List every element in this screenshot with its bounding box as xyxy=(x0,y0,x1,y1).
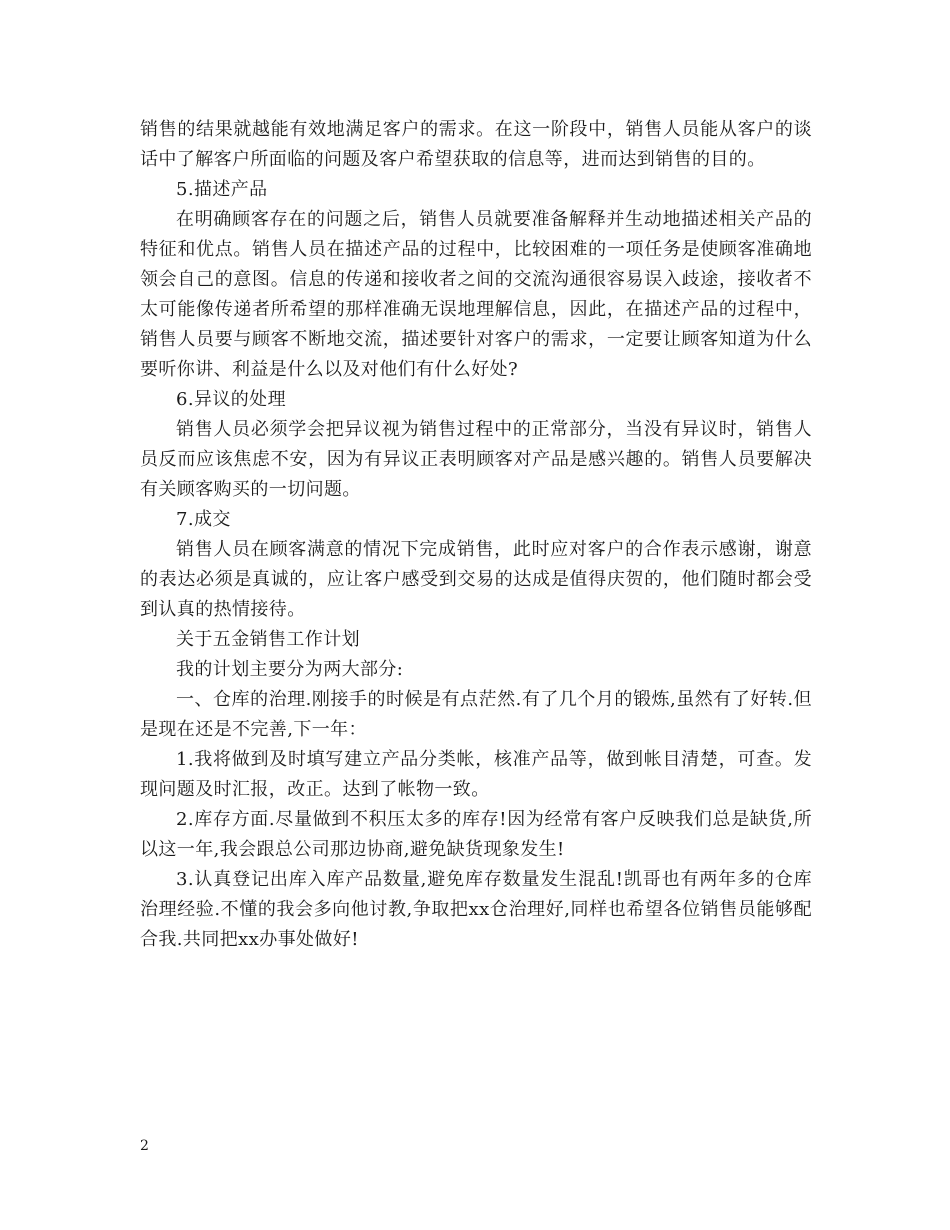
heading-hardware-sales-plan: 关于五金销售工作计划 xyxy=(176,629,360,650)
paragraph-sales-result: 销售的结果就越能有效地满足客户的需求。在这一阶段中，销售人员能从客户的谈话中了解客户所面临的问题及客户希望获取的信息等，进而达到销售的目的。 xyxy=(140,119,812,170)
list-item-3: 3.认真登记出库入库产品数量,避免库存数量发生混乱!凯哥也有两年多的仓库治理经验.不懂的我会多向他讨教,争取把xx仓治理好,同样也希望各位销售员能够配合我.共同把xx办事处做好! xyxy=(140,869,812,950)
heading-closing-deal: 7.成交 xyxy=(176,509,231,530)
paragraph-plan-intro: 我的计划主要分为两大部分: xyxy=(176,659,404,680)
paragraph-warehouse-management: 一、仓库的治理.刚接手的时候是有点茫然.有了几个月的锻炼,虽然有了好转.但是现在还是不完善,下一年： xyxy=(140,689,812,740)
heading-objection-handling: 6.异议的处理 xyxy=(176,389,286,410)
list-item-1: 1.我将做到及时填写建立产品分类帐，核准产品等，做到帐目清楚，可查。发现问题及时汇报，改正。达到了帐物一致。 xyxy=(140,749,812,800)
page-number: 2 xyxy=(140,1138,149,1154)
paragraph-closing-deal: 销售人员在顾客满意的情况下完成销售，此时应对客户的合作表示感谢，谢意的表达必须是真诚的，应让客户感受到交易的达成是值得庆贺的，他们随时都会受到认真的热情接待。 xyxy=(140,539,812,620)
document-body xyxy=(140,115,812,955)
list-item-2: 2.库存方面.尽量做到不积压太多的库存!因为经常有客户反映我们总是缺货,所以这一年,我会跟总公司那边协商,避免缺货现象发生! xyxy=(140,809,812,860)
heading-describe-product: 5.描述产品 xyxy=(176,179,268,200)
paragraph-objection-handling: 销售人员必须学会把异议视为销售过程中的正常部分，当没有异议时，销售人员反而应该焦虑不安，因为有异议正表明顾客对产品是感兴趣的。销售人员要解决有关顾客购买的一切问题。 xyxy=(140,419,812,500)
paragraph-describe-product: 在明确顾客存在的问题之后，销售人员就要准备解释并生动地描述相关产品的特征和优点。销售人员在描述产品的过程中，比较困难的一项任务是使顾客准确地领会自己的意图。信息的传递和接收者之间的交流沟通很容易误入歧途，接收者不太可能像传递者所希望的那样准确无误地理解信息，因此，在描述产品的过程中，销售人员要与顾客不断地交流，描述要针对客户的需求，一定要让顾客知道为什么要听你讲、利益是什么以及对他们有什么好处? xyxy=(140,209,812,380)
